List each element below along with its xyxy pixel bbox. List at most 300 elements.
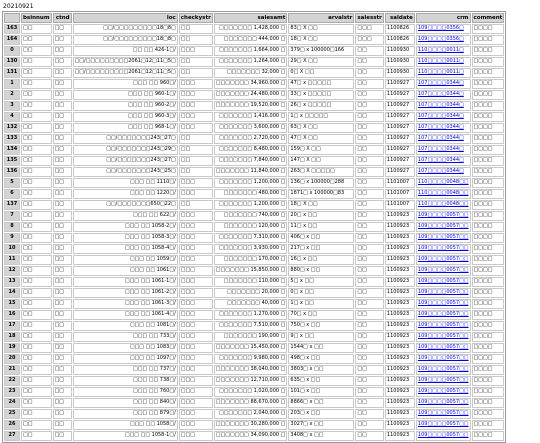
checkystr-cell: □□□ bbox=[179, 387, 213, 397]
saldate-cell: 1100927 bbox=[385, 167, 415, 177]
checkystr-cell: □□□ bbox=[179, 310, 213, 320]
crm-link[interactable]: 107□□□□0344□ bbox=[417, 146, 464, 153]
ctnd-cell: □□ bbox=[53, 79, 72, 89]
arvalstr-cell: 1871□ x 100000□83 bbox=[288, 189, 354, 199]
table-row bbox=[4, 200, 504, 210]
saldate-cell: 1101007 bbox=[385, 178, 415, 188]
salesamt-cell: □□□□□□□ 9,980,000 □ bbox=[214, 354, 288, 364]
crm-link bbox=[416, 134, 471, 144]
loc-cell: □□□ □□ 1220□/ bbox=[73, 189, 178, 199]
row-index: 2 bbox=[4, 90, 20, 100]
comment-cell: □□□□ bbox=[472, 310, 505, 320]
row-index: 163 bbox=[4, 24, 20, 34]
ctnd-cell: □□ bbox=[53, 35, 72, 45]
loc-cell: □□□ □□ 1061-2□/ bbox=[73, 288, 178, 298]
header-bsinnum: bsinnum bbox=[21, 13, 52, 23]
bsinnum-cell: □□ bbox=[21, 310, 52, 320]
table-row bbox=[4, 387, 504, 397]
crm-link[interactable]: 109□□□□0057□□ bbox=[417, 355, 469, 362]
comment-cell: □□□□ bbox=[472, 321, 505, 331]
loc-cell: □□□ □□ 733□/ bbox=[73, 332, 178, 342]
table-row bbox=[4, 101, 504, 111]
crm-link bbox=[416, 299, 471, 309]
ctnd-cell: □□ bbox=[53, 255, 72, 265]
arvalstr-cell: 8866□ x □□ bbox=[288, 398, 354, 408]
bsinnum-cell: □□ bbox=[21, 431, 52, 441]
crm-link bbox=[416, 431, 471, 441]
crm-link[interactable]: 109□□□□0057□□ bbox=[417, 256, 469, 263]
salesstr-cell: □□ bbox=[355, 200, 384, 210]
loc-cell: □□□ □□ 1058□/ bbox=[73, 420, 178, 430]
crm-link[interactable]: 110□□□□0048□□ bbox=[417, 190, 469, 197]
saldate-cell: 1100923 bbox=[385, 299, 415, 309]
comment-cell: □□□□ bbox=[472, 189, 505, 199]
arvalstr-cell: 3027□ x □□ bbox=[288, 420, 354, 430]
saldate-cell: 1100923 bbox=[385, 365, 415, 375]
comment-cell: □□□□ bbox=[472, 288, 505, 298]
row-index: 24 bbox=[4, 398, 20, 408]
salesstr-cell: □□ bbox=[355, 387, 384, 397]
comment-cell: □□□□ bbox=[472, 24, 505, 34]
comment-cell: □□□□ bbox=[472, 398, 505, 408]
loc-cell: □□□ □□ 1058-3□/ bbox=[73, 233, 178, 243]
checkystr-cell: □□ bbox=[179, 68, 213, 78]
comment-cell: □□□□ bbox=[472, 101, 505, 111]
arvalstr-cell: 33□ x □□□□□ bbox=[288, 90, 354, 100]
crm-link bbox=[416, 398, 471, 408]
loc-cell: □□□ □□ 960-1□/ bbox=[73, 90, 178, 100]
crm-link bbox=[416, 167, 471, 177]
salesstr-cell: □□ bbox=[355, 156, 384, 166]
checkystr-cell: □□□ bbox=[179, 332, 213, 342]
salesamt-cell: □□□□□□□ 444,000 □ bbox=[214, 35, 288, 45]
saldate-cell: 1100923 bbox=[385, 387, 415, 397]
comment-cell: □□□□ bbox=[472, 299, 505, 309]
saldate-cell: 1100923 bbox=[385, 431, 415, 441]
salesamt-cell: □□□□□□□ 8,480,000 □ bbox=[214, 145, 288, 155]
bsinnum-cell: □□ bbox=[21, 376, 52, 386]
header-checkystr: checkystr bbox=[179, 13, 213, 23]
table-row bbox=[4, 244, 504, 254]
header-salesamt: salesamt bbox=[214, 13, 288, 23]
checkystr-cell: □□□ bbox=[179, 354, 213, 364]
saldate-cell: 1101007 bbox=[385, 200, 415, 210]
crm-link[interactable]: 110□□□□0048□□ bbox=[417, 201, 469, 208]
row-index: 10 bbox=[4, 244, 20, 254]
checkystr-cell: □□□ bbox=[179, 398, 213, 408]
saldate-cell: 1100923 bbox=[385, 255, 415, 265]
comment-cell: □□□□ bbox=[472, 387, 505, 397]
saldate-cell: 1101007 bbox=[385, 189, 415, 199]
crm-link[interactable]: 109□□□□0057□□ bbox=[417, 245, 469, 252]
crm-link bbox=[416, 409, 471, 419]
loc-cell: □□ □□ 426-1□/ bbox=[73, 46, 178, 56]
table-row bbox=[4, 134, 504, 144]
bsinnum-cell: □□ bbox=[21, 321, 52, 331]
crm-link[interactable]: 110□□□□0011□ bbox=[417, 47, 464, 54]
checkystr-cell: □□ bbox=[179, 156, 213, 166]
crm-link[interactable]: 107□□□□0344□ bbox=[417, 124, 464, 131]
crm-link bbox=[416, 244, 471, 254]
loc-cell: □□/□□□□□□□□□18□8□ bbox=[73, 35, 178, 45]
loc-cell: □□/□□□□□□□□□18□8□ bbox=[73, 24, 178, 34]
saldate-cell: 1100923 bbox=[385, 409, 415, 419]
header-index bbox=[4, 13, 20, 23]
crm-link[interactable]: 110□□□□0011□ bbox=[417, 58, 464, 65]
loc-cell: □□/□□□□□□□650□22□ bbox=[73, 200, 178, 210]
loc-cell: □□□ □□ 1097□/ bbox=[73, 354, 178, 364]
ctnd-cell: □□ bbox=[53, 332, 72, 342]
arvalstr-cell: 0□ X □□ bbox=[288, 68, 354, 78]
crm-link[interactable]: 109□□□□0057□□ bbox=[417, 366, 469, 373]
loc-cell: □□□ □□ 960□/ bbox=[73, 79, 178, 89]
saldate-cell: 1100923 bbox=[385, 398, 415, 408]
salesstr-cell: □□ bbox=[355, 354, 384, 364]
crm-link[interactable]: 107□□□□0344□ bbox=[417, 168, 464, 175]
crm-link[interactable]: 109□□□□0356□ bbox=[417, 36, 464, 43]
arvalstr-cell: 9□ x □□ bbox=[288, 332, 354, 342]
arvalstr-cell: 263□ X □□□□□ bbox=[288, 167, 354, 177]
ctnd-cell: □□ bbox=[53, 266, 72, 276]
ctnd-cell: □□ bbox=[53, 211, 72, 221]
arvalstr-cell: 136□ x 100000□288 bbox=[288, 178, 354, 188]
salesamt-cell: □□□□□□□ 40,000 □ bbox=[214, 299, 288, 309]
table-row bbox=[4, 420, 504, 430]
saldate-cell: 1100923 bbox=[385, 321, 415, 331]
checkystr-cell: □□ bbox=[179, 24, 213, 34]
loc-cell: □□/□□□□□□□□□2061□12□11□5□ bbox=[73, 57, 178, 67]
checkystr-cell: □□□ bbox=[179, 299, 213, 309]
row-index: 16 bbox=[4, 310, 20, 320]
crm-link[interactable]: 109□□□□0057□□ bbox=[417, 322, 469, 329]
saldate-cell: 1100930 bbox=[385, 46, 415, 56]
salesstr-cell: □□ bbox=[355, 409, 384, 419]
checkystr-cell: □□□ bbox=[179, 420, 213, 430]
crm-link bbox=[416, 145, 471, 155]
salesamt-cell: □□□□□□□ 34,960,000 □ bbox=[214, 79, 288, 89]
checkystr-cell: □□ bbox=[179, 134, 213, 144]
bsinnum-cell: □□ bbox=[21, 90, 52, 100]
checkystr-cell: □□□ bbox=[179, 123, 213, 133]
comment-cell: □□□□ bbox=[472, 134, 505, 144]
salesamt-cell: □□□□□□□ 1,020,000 □ bbox=[214, 387, 288, 397]
loc-cell: □□□ □□ 1081□/ bbox=[73, 321, 178, 331]
crm-link bbox=[416, 277, 471, 287]
table-row bbox=[4, 288, 504, 298]
arvalstr-cell: 20□ x □□ bbox=[288, 211, 354, 221]
salesstr-cell: □□□ bbox=[355, 24, 384, 34]
loc-cell: □□□ □□ 1059□/ bbox=[73, 255, 178, 265]
bsinnum-cell: □□ bbox=[21, 167, 52, 177]
crm-link[interactable]: 107□□□□0344□ bbox=[417, 113, 464, 120]
ctnd-cell: □□ bbox=[53, 431, 72, 441]
crm-link[interactable]: 107□□□□0344□ bbox=[417, 135, 464, 142]
crm-link bbox=[416, 420, 471, 430]
table-header-row bbox=[4, 13, 504, 23]
table-row bbox=[4, 90, 504, 100]
salesstr-cell: □□ bbox=[355, 343, 384, 353]
crm-link[interactable]: 109□□□□0057□□ bbox=[417, 212, 469, 219]
salesamt-cell: □□□□□□□ 34,090,000 □ bbox=[214, 431, 288, 441]
salesamt-cell: □□□□□□□ 1,200,000 □ bbox=[214, 200, 288, 210]
table-row bbox=[4, 376, 504, 386]
row-index: 14 bbox=[4, 288, 20, 298]
crm-link[interactable]: 109□□□□0057□□ bbox=[417, 333, 469, 340]
crm-link[interactable]: 107□□□□0344□ bbox=[417, 80, 464, 87]
salesstr-cell: □□ bbox=[355, 376, 384, 386]
ctnd-cell: □□ bbox=[53, 222, 72, 232]
salesamt-cell: □□□□□□□ 88,670,000 □ bbox=[214, 398, 288, 408]
crm-link[interactable]: 107□□□□0344□ bbox=[417, 157, 464, 164]
crm-link bbox=[416, 68, 471, 78]
table-row bbox=[4, 255, 504, 265]
crm-link[interactable]: 107□□□□0344□ bbox=[417, 91, 464, 98]
crm-link bbox=[416, 266, 471, 276]
crm-link[interactable]: 109□□□□0057□□ bbox=[417, 267, 469, 274]
ctnd-cell: □□ bbox=[53, 244, 72, 254]
table-row bbox=[4, 112, 504, 122]
table-row bbox=[4, 79, 504, 89]
salesstr-cell: □□ bbox=[355, 321, 384, 331]
loc-cell: □□□ □□ 1061-1□/ bbox=[73, 277, 178, 287]
crm-link bbox=[416, 57, 471, 67]
table-row bbox=[4, 354, 504, 364]
salesstr-cell: □□ bbox=[355, 57, 384, 67]
row-index: 20 bbox=[4, 354, 20, 364]
row-index: 27 bbox=[4, 431, 20, 441]
arvalstr-cell: 26□ x □□□□□ bbox=[288, 101, 354, 111]
crm-link[interactable]: 110□□□□0011□ bbox=[417, 69, 464, 76]
crm-link[interactable]: 109□□□□0057□□ bbox=[417, 377, 469, 384]
comment-cell: □□□□ bbox=[472, 420, 505, 430]
arvalstr-cell: 63□ X □□ bbox=[288, 123, 354, 133]
saldate-cell: 1100930 bbox=[385, 57, 415, 67]
salesamt-cell: □□□□□□□ 110,000 □ bbox=[214, 277, 288, 287]
salesamt-cell: □□□□□□□ 170,000 □ bbox=[214, 255, 288, 265]
arvalstr-cell: 406□ x □□ bbox=[288, 233, 354, 243]
crm-link[interactable]: 109□□□□0057□□ bbox=[417, 300, 469, 307]
arvalstr-cell: 217□ x □□ bbox=[288, 244, 354, 254]
crm-link[interactable]: 109□□□□0057□□ bbox=[417, 421, 469, 428]
salesamt-cell: □□□□□□□ 7,510,000 □ bbox=[214, 321, 288, 331]
loc-cell: □□□ □□ 960-2□/ bbox=[73, 101, 178, 111]
salesstr-cell: □□ bbox=[355, 431, 384, 441]
row-index: 136 bbox=[4, 167, 20, 177]
comment-cell: □□□□ bbox=[472, 233, 505, 243]
row-index: 132 bbox=[4, 123, 20, 133]
row-index: 137 bbox=[4, 200, 20, 210]
crm-link bbox=[416, 112, 471, 122]
crm-link[interactable]: 107□□□□0344□ bbox=[417, 102, 464, 109]
saldate-cell: 1100923 bbox=[385, 288, 415, 298]
row-index: 164 bbox=[4, 35, 20, 45]
comment-cell: □□□□ bbox=[472, 112, 505, 122]
row-index: 21 bbox=[4, 365, 20, 375]
ctnd-cell: □□ bbox=[53, 200, 72, 210]
salesstr-cell: □□ bbox=[355, 211, 384, 221]
crm-link bbox=[416, 123, 471, 133]
comment-cell: □□□□ bbox=[472, 222, 505, 232]
table-row bbox=[4, 321, 504, 331]
ctnd-cell: □□ bbox=[53, 387, 72, 397]
loc-cell: □□□ □□ 1061-3□/ bbox=[73, 299, 178, 309]
loc-cell: □□/□□□□□□□243□29□ bbox=[73, 145, 178, 155]
salesstr-cell: □□ bbox=[355, 255, 384, 265]
salesstr-cell: □□ bbox=[355, 244, 384, 254]
crm-link[interactable]: 110□□□□0048□□ bbox=[417, 179, 469, 186]
header-saldate: saldate bbox=[385, 13, 415, 23]
header-arvalstr: arvalstr bbox=[288, 13, 354, 23]
saldate-cell: 1100927 bbox=[385, 123, 415, 133]
bsinnum-cell: □□ bbox=[21, 244, 52, 254]
bsinnum-cell: □□ bbox=[21, 156, 52, 166]
comment-cell: □□□□ bbox=[472, 200, 505, 210]
table-row bbox=[4, 365, 504, 375]
comment-cell: □□□□ bbox=[472, 244, 505, 254]
ctnd-cell: □□ bbox=[53, 409, 72, 419]
row-index: 17 bbox=[4, 321, 20, 331]
salesamt-cell: □□□□□□□ 19,520,000 □ bbox=[214, 101, 288, 111]
row-index: 12 bbox=[4, 266, 20, 276]
salesstr-cell: □□ bbox=[355, 299, 384, 309]
crm-link[interactable]: 109□□□□0057□□ bbox=[417, 399, 469, 406]
arvalstr-cell: 18□ X □□ bbox=[288, 35, 354, 45]
comment-cell: □□□□ bbox=[472, 57, 505, 67]
saldate-cell: 1100927 bbox=[385, 112, 415, 122]
crm-link bbox=[416, 255, 471, 265]
crm-link bbox=[416, 343, 471, 353]
salesamt-cell: □□□□□□□ 7,310,000 □ bbox=[214, 233, 288, 243]
table-row bbox=[4, 123, 504, 133]
salesstr-cell: □□ bbox=[355, 332, 384, 342]
crm-link[interactable]: 109□□□□0057□□ bbox=[417, 234, 469, 241]
saldate-cell: 1100923 bbox=[385, 310, 415, 320]
ctnd-cell: □□ bbox=[53, 233, 72, 243]
saldate-cell: 1100923 bbox=[385, 266, 415, 276]
row-index: 18 bbox=[4, 332, 20, 342]
salesstr-cell: □□ bbox=[355, 233, 384, 243]
crm-link bbox=[416, 189, 471, 199]
table-row bbox=[4, 332, 504, 342]
table-row bbox=[4, 46, 504, 56]
crm-link bbox=[416, 90, 471, 100]
checkystr-cell: □□□ bbox=[179, 90, 213, 100]
crm-link[interactable]: 109□□□□0057□□ bbox=[417, 388, 469, 395]
crm-link bbox=[416, 321, 471, 331]
bsinnum-cell: □□ bbox=[21, 46, 52, 56]
saldate-cell: 1100927 bbox=[385, 156, 415, 166]
salesstr-cell: □□ bbox=[355, 398, 384, 408]
crm-link[interactable]: 109□□□□0057□□ bbox=[417, 432, 469, 439]
bsinnum-cell: □□ bbox=[21, 398, 52, 408]
crm-link[interactable]: 109□□□□0057□□ bbox=[417, 344, 469, 351]
crm-link[interactable]: 109□□□□0356□ bbox=[417, 25, 464, 32]
salesstr-cell: □□ bbox=[355, 123, 384, 133]
bsinnum-cell: □□ bbox=[21, 200, 52, 210]
saldate-cell: 1100826 bbox=[385, 24, 415, 34]
comment-cell: □□□□ bbox=[472, 332, 505, 342]
salesamt-cell: □□□□□□□ 15,850,000 □ bbox=[214, 266, 288, 276]
bsinnum-cell: □□ bbox=[21, 409, 52, 419]
row-index: 26 bbox=[4, 420, 20, 430]
ctnd-cell: □□ bbox=[53, 145, 72, 155]
salesstr-cell: □□ bbox=[355, 101, 384, 111]
header-salesstr: salesstr bbox=[355, 13, 384, 23]
header-comment: comment bbox=[472, 13, 505, 23]
bsinnum-cell: □□ bbox=[21, 24, 52, 34]
bsinnum-cell: □□ bbox=[21, 79, 52, 89]
row-index: 19 bbox=[4, 343, 20, 353]
checkystr-cell: □□□ bbox=[179, 321, 213, 331]
ctnd-cell: □□ bbox=[53, 365, 72, 375]
ctnd-cell: □□ bbox=[53, 321, 72, 331]
bsinnum-cell: □□ bbox=[21, 266, 52, 276]
bsinnum-cell: □□ bbox=[21, 288, 52, 298]
bsinnum-cell: □□ bbox=[21, 255, 52, 265]
bsinnum-cell: □□ bbox=[21, 112, 52, 122]
salesstr-cell: □□ bbox=[355, 420, 384, 430]
bsinnum-cell: □□ bbox=[21, 134, 52, 144]
bsinnum-cell: □□ bbox=[21, 343, 52, 353]
bsinnum-cell: □□ bbox=[21, 101, 52, 111]
row-index: 135 bbox=[4, 156, 20, 166]
row-index: 133 bbox=[4, 134, 20, 144]
salesstr-cell: □□ bbox=[355, 112, 384, 122]
crm-link[interactable]: 109□□□□0057□□ bbox=[417, 289, 469, 296]
saldate-cell: 1100923 bbox=[385, 332, 415, 342]
crm-link bbox=[416, 332, 471, 342]
bsinnum-cell: □□ bbox=[21, 299, 52, 309]
arvalstr-cell: 3803□ x □□ bbox=[288, 365, 354, 375]
arvalstr-cell: 70□ x □□ bbox=[288, 310, 354, 320]
checkystr-cell: □□□ bbox=[179, 211, 213, 221]
salesstr-cell: □□ bbox=[355, 189, 384, 199]
crm-link bbox=[416, 354, 471, 364]
arvalstr-cell: 29□ X □□ bbox=[288, 57, 354, 67]
checkystr-cell: □□□ bbox=[179, 376, 213, 386]
row-index: 8 bbox=[4, 222, 20, 232]
table-row bbox=[4, 57, 504, 67]
arvalstr-cell: 101□ x □□ bbox=[288, 387, 354, 397]
checkystr-cell: □□ bbox=[179, 35, 213, 45]
header-loc: loc bbox=[73, 13, 178, 23]
ctnd-cell: □□ bbox=[53, 277, 72, 287]
comment-cell: □□□□ bbox=[472, 376, 505, 386]
salesstr-cell: □□ bbox=[355, 178, 384, 188]
crm-link bbox=[416, 46, 471, 56]
bsinnum-cell: □□ bbox=[21, 365, 52, 375]
comment-cell: □□□□ bbox=[472, 46, 505, 56]
row-index: 130 bbox=[4, 57, 20, 67]
ctnd-cell: □□ bbox=[53, 310, 72, 320]
crm-link[interactable]: 109□□□□0057□□ bbox=[417, 278, 469, 285]
saldate-cell: 1100923 bbox=[385, 277, 415, 287]
row-index: 15 bbox=[4, 299, 20, 309]
table-row bbox=[4, 299, 504, 309]
crm-link[interactable]: 109□□□□0057□□ bbox=[417, 223, 469, 230]
salesstr-cell: □□ bbox=[355, 46, 384, 56]
arvalstr-cell: 1544□ x □□ bbox=[288, 343, 354, 353]
crm-link[interactable]: 109□□□□0057□□ bbox=[417, 311, 469, 318]
table-row bbox=[4, 156, 504, 166]
arvalstr-cell: 203□ x □□ bbox=[288, 409, 354, 419]
arvalstr-cell: 750□ x □□ bbox=[288, 321, 354, 331]
crm-link bbox=[416, 233, 471, 243]
checkystr-cell: □□□ bbox=[179, 233, 213, 243]
ctnd-cell: □□ bbox=[53, 57, 72, 67]
ctnd-cell: □□ bbox=[53, 101, 72, 111]
crm-link[interactable]: 109□□□□0057□□ bbox=[417, 410, 469, 417]
